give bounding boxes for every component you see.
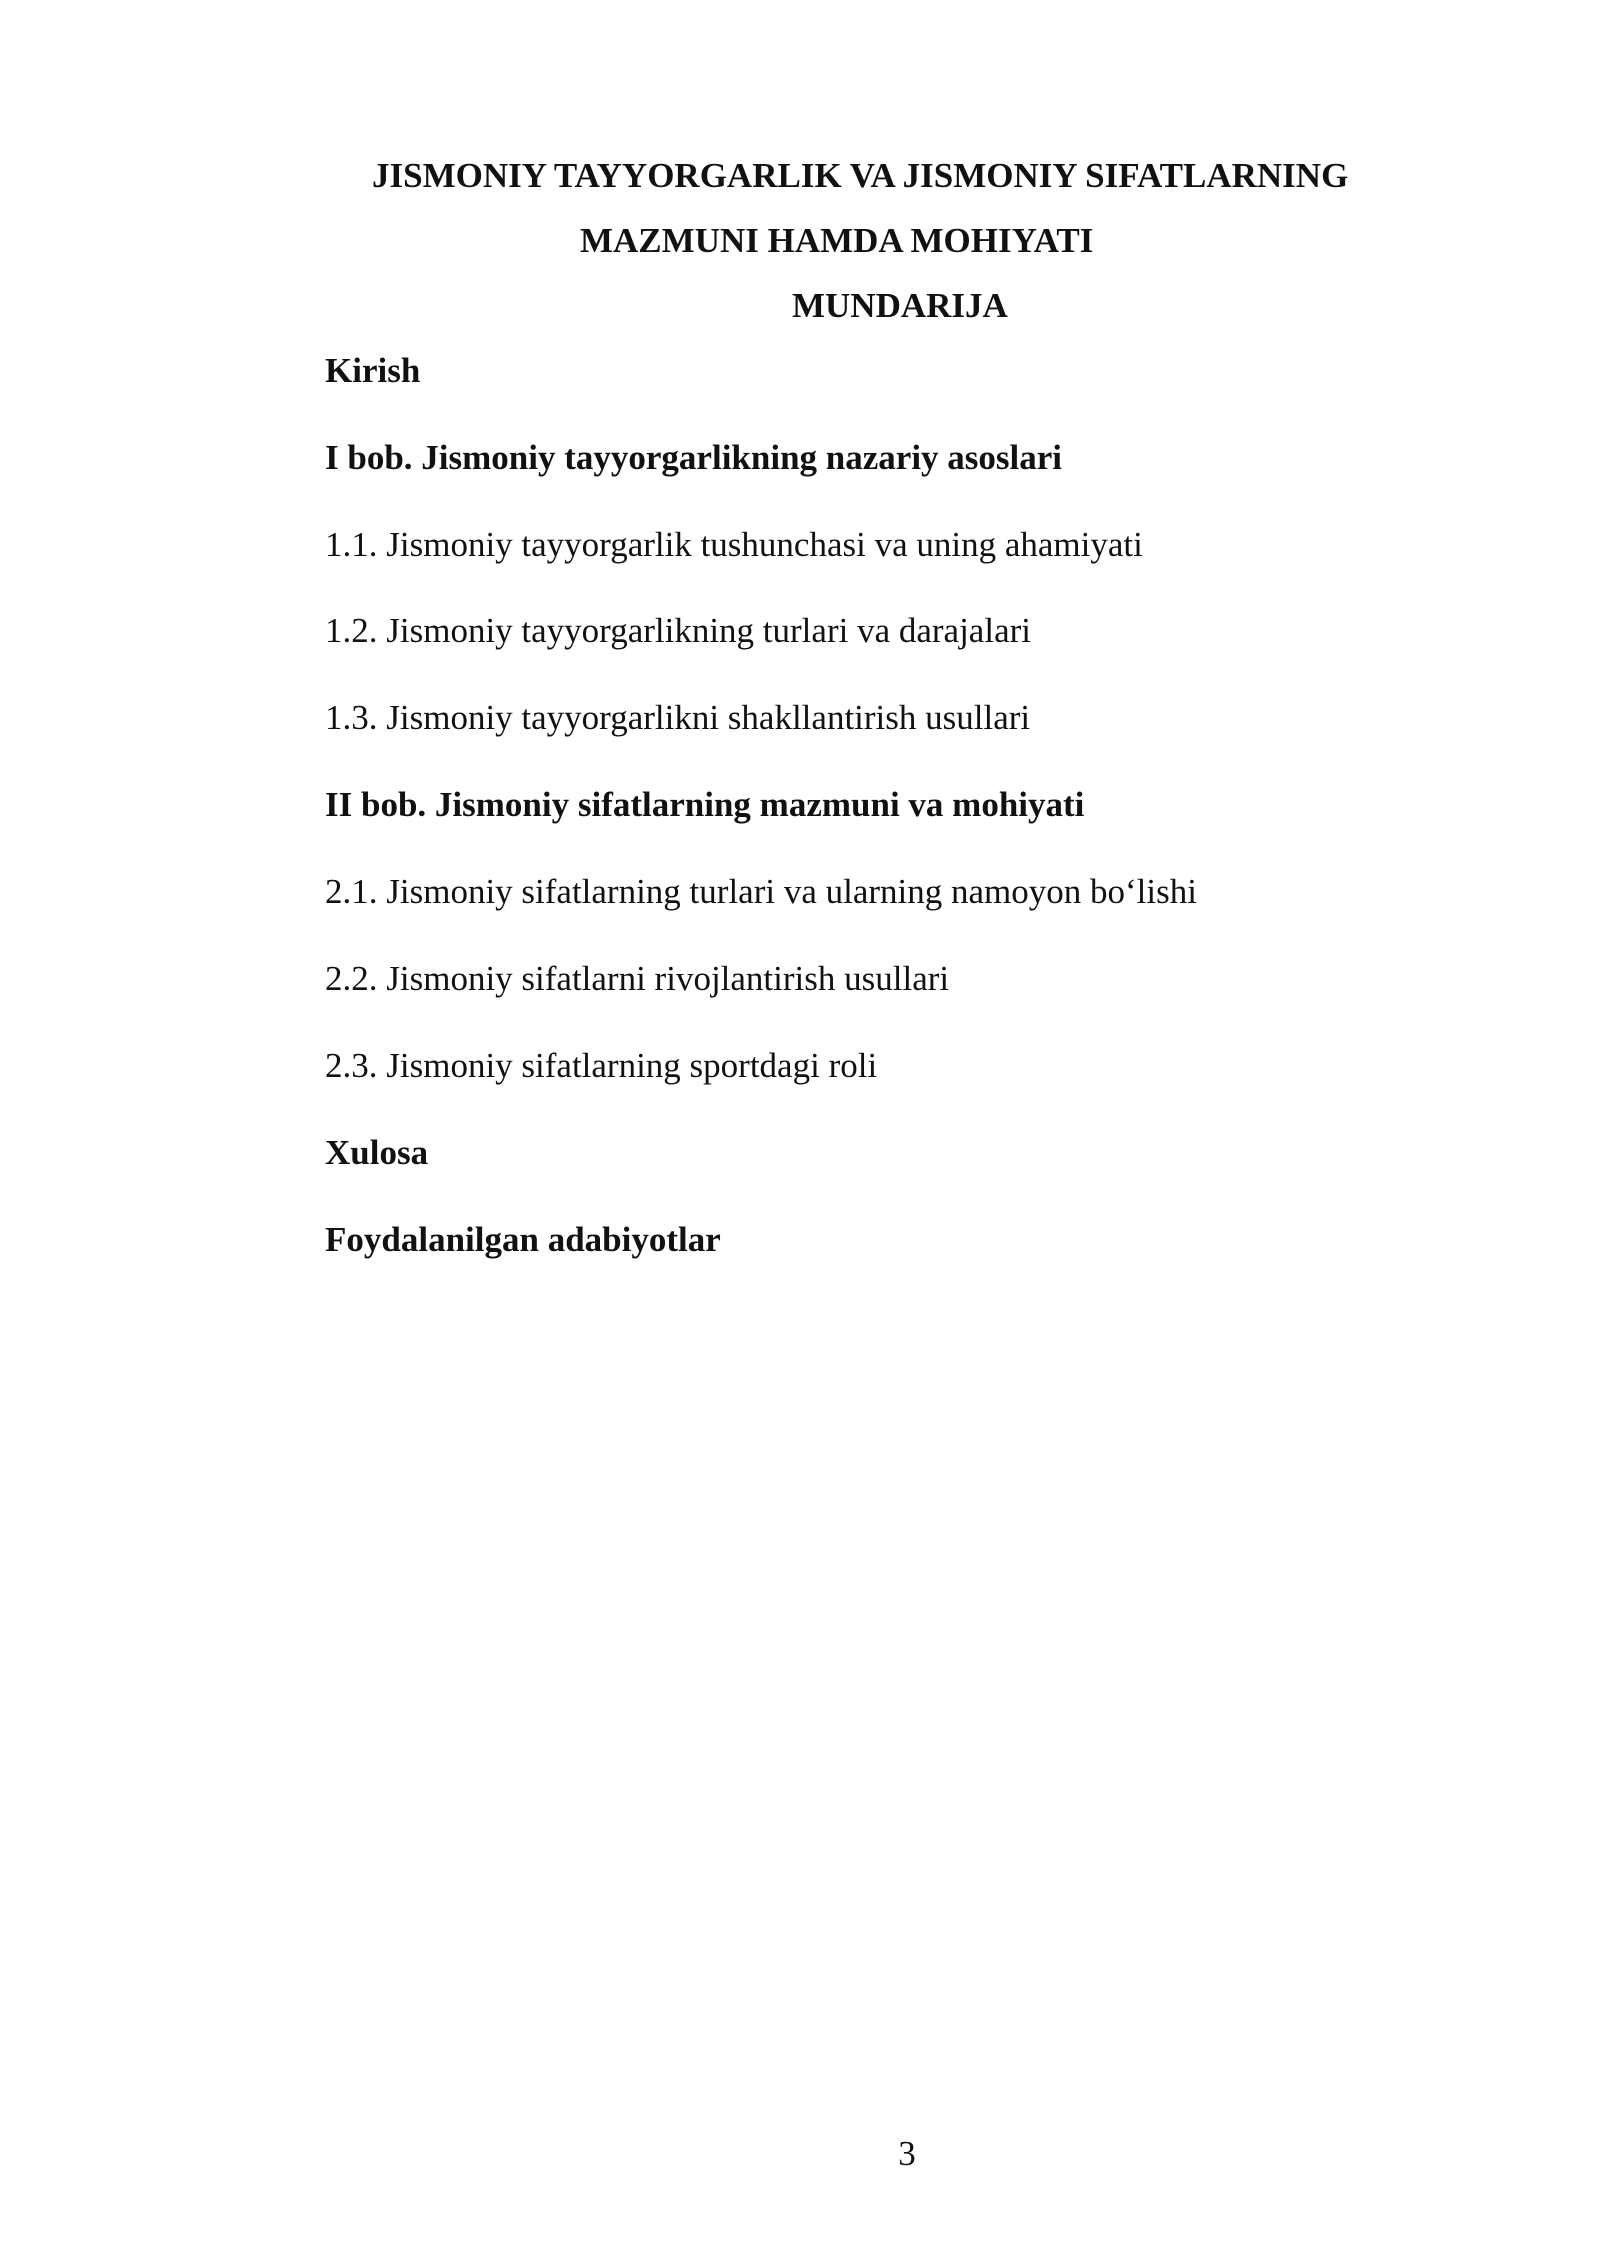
document-title-line-1: JISMONIY TAYYORGARLIK VA JISMONIY SIFATLARNING [372, 156, 1349, 195]
document-title-line-2: MAZMUNI HAMDA MOHIYATI [580, 221, 1094, 260]
toc-entry-section-1-2: 1.2. Jismoniy tayyorgarlikning turlari va darajalari [325, 611, 1031, 650]
toc-entry-references: Foydalanilgan adabiyotlar [325, 1220, 721, 1259]
toc-entry-chapter-1: I bob. Jismoniy tayyorgarlikning nazariy asoslari [325, 438, 1063, 477]
toc-entry-section-2-3: 2.3. Jismoniy sifatlarning sportdagi roli [325, 1046, 878, 1085]
toc-entry-conclusion: Xulosa [325, 1133, 429, 1172]
toc-entry-section-2-1: 2.1. Jismoniy sifatlarning turlari va ularning namoyon bo‘lishi [325, 872, 1197, 911]
toc-heading: MUNDARIJA [792, 286, 1008, 325]
toc-entry-section-1-3: 1.3. Jismoniy tayyorgarlikni shakllantirish usullari [325, 698, 1031, 737]
toc-entry-section-2-2: 2.2. Jismoniy sifatlarni rivojlantirish usullari [325, 959, 950, 998]
toc-entry-introduction: Kirish [325, 351, 421, 390]
toc-entry-section-1-1: 1.1. Jismoniy tayyorgarlik tushunchasi va uning ahamiyati [325, 525, 1143, 564]
toc-entry-chapter-2: II bob. Jismoniy sifatlarning mazmuni va mohiyati [325, 785, 1085, 824]
page-number: 3 [898, 2134, 916, 2173]
